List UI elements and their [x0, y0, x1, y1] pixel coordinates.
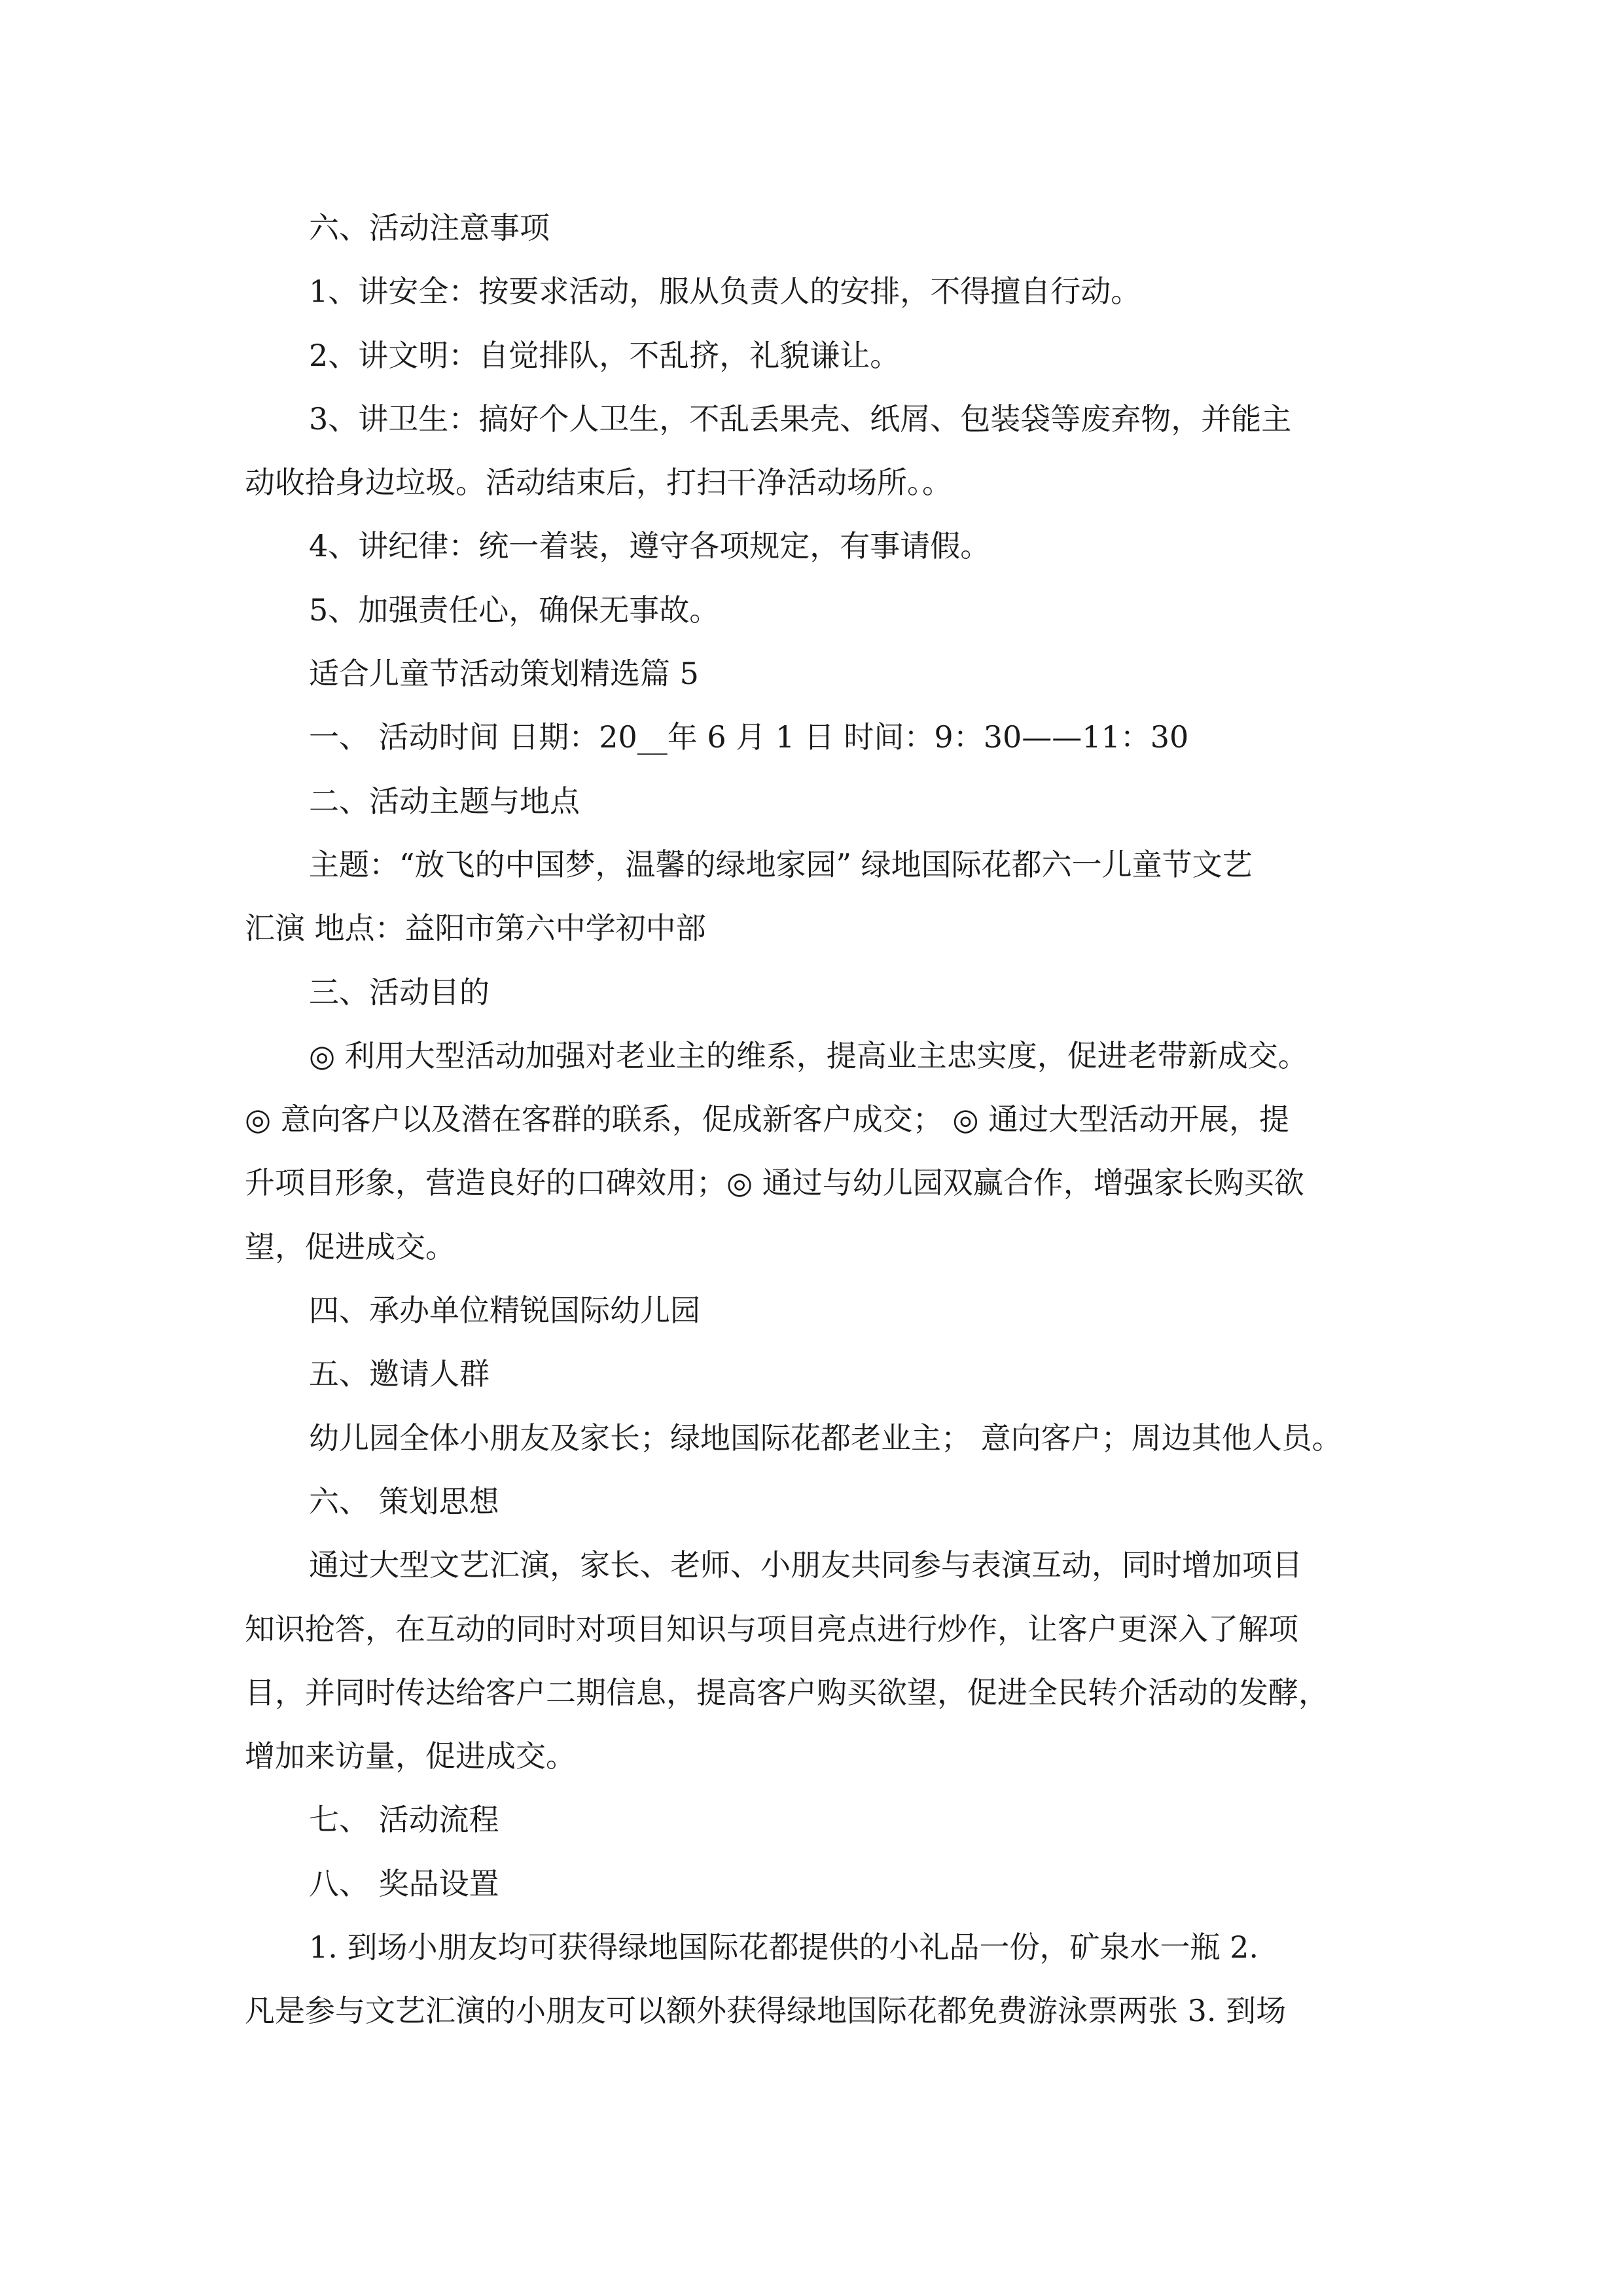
text-line: 5、加强责任心，确保无事故。: [309, 592, 720, 628]
text-line: 通过大型文艺汇演，家长、老师、小朋友共同参与表演互动，同时增加项目: [309, 1547, 1302, 1583]
text-line: 六、 策划思想: [309, 1483, 499, 1519]
text-line: 五、邀请人群: [309, 1356, 490, 1392]
text-line: ◎ 利用大型活动加强对老业主的维系，提高业主忠实度，促进老带新成交。: [309, 1037, 1308, 1073]
text-line: 2、讲文明：自觉排队，不乱挤，礼貌谦让。: [309, 337, 901, 373]
text-line: 升项目形象，营造良好的口碑效用；◎ 通过与幼儿园双赢合作，增强家长购买欲: [245, 1165, 1304, 1201]
text-line: 4、讲纪律：统一着装，遵守各项规定，有事请假。: [309, 528, 991, 564]
text-line: 望，促进成交。: [245, 1229, 455, 1265]
text-line: 二、活动主题与地点: [309, 783, 580, 819]
text-line: 主题：“放飞的中国梦，温馨的绿地家园” 绿地国际花都六一儿童节文艺: [309, 846, 1253, 882]
text-line: 动收拾身边垃圾。活动结束后，打扫干净活动场所。。: [245, 465, 952, 501]
text-line: 1、讲安全：按要求活动，服从负责人的安排，不得擅自行动。: [309, 274, 1141, 310]
text-line: 一、 活动时间 日期：20__年 6 月 1 日 时间：9：30——11：30: [309, 719, 1189, 755]
text-line: 增加来访量，促进成交。: [245, 1738, 576, 1774]
text-line: 幼儿园全体小朋友及家长；绿地国际花都老业主； 意向客户；周边其他人员。: [309, 1420, 1342, 1456]
text-line: 七、 活动流程: [309, 1802, 499, 1838]
text-line: 四、承办单位精锐国际幼儿园: [309, 1293, 700, 1329]
text-line: 八、 奖品设置: [309, 1865, 499, 1901]
text-line: 1. 到场小朋友均可获得绿地国际花都提供的小礼品一份，矿泉水一瓶 2.: [309, 1929, 1259, 1965]
text-line: 六、活动注意事项: [309, 210, 550, 245]
text-line: 适合儿童节活动策划精选篇 5: [309, 656, 699, 692]
text-line: 知识抢答，在互动的同时对项目知识与项目亮点进行炒作，让客户更深入了解项: [245, 1611, 1298, 1647]
text-line: 凡是参与文艺汇演的小朋友可以额外获得绿地国际花都免费游泳票两张 3. 到场: [245, 1993, 1287, 2029]
text-line: ◎ 意向客户以及潜在客群的联系，促成新客户成交； ◎ 通过大型活动开展，提: [245, 1102, 1290, 1138]
text-line: 目，并同时传达给客户二期信息，提高客户购买欲望，促进全民转介活动的发酵，: [245, 1674, 1329, 1710]
text-line: 汇演 地点：益阳市第六中学初中部: [245, 910, 706, 946]
text-line: 三、活动目的: [309, 974, 490, 1010]
text-line: 3、讲卫生：搞好个人卫生，不乱丢果壳、纸屑、包装袋等废弃物，并能主: [309, 401, 1292, 437]
document-body: [245, 196, 1397, 2043]
